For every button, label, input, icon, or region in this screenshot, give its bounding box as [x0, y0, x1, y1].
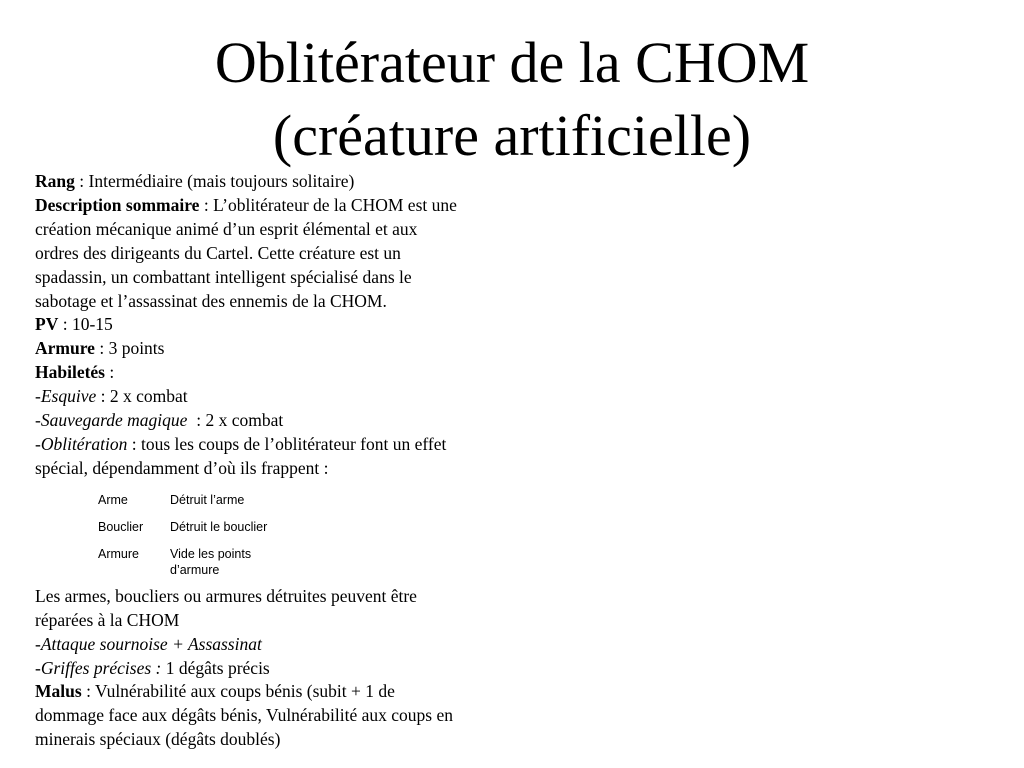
effect-target: Arme [98, 492, 128, 507]
creature-stat-block [35, 170, 535, 752]
malus-label: Malus [35, 681, 82, 702]
pv-label: PV [35, 314, 59, 335]
esquive-name: Esquive [40, 386, 97, 407]
attaque-row [35, 633, 535, 657]
description-sep: : [199, 194, 214, 215]
repair-text: Les armes, boucliers ou armures détruites peuvent être [35, 585, 417, 606]
table-row [98, 519, 280, 546]
griffes-name: Griffes précises : [40, 657, 162, 678]
malus-text: dommage face aux dégâts bénis, Vulnérabilité aux coups en [35, 705, 454, 726]
esquive-row [35, 385, 535, 409]
rang-label: Rang [35, 171, 75, 191]
description-label: Description sommaire [35, 194, 200, 215]
obliteration-text: tous les coups de l’oblitérateur font un effet [140, 433, 447, 454]
obliteration-name: Oblitération [40, 433, 128, 454]
title-line-1: Oblitérateur de la CHOM [214, 30, 810, 95]
griffes-row [35, 657, 535, 681]
pv-value: 10-15 [71, 314, 113, 335]
title-line-2: (créature artificielle) [272, 103, 752, 168]
effect-description: Détruit l’arme [170, 492, 245, 507]
sauvegarde-sep: : [187, 410, 206, 431]
page-title [0, 26, 1024, 172]
esquive-dash: - [35, 386, 41, 407]
habiletes-label: Habiletés [35, 362, 105, 383]
obliteration-row [35, 433, 535, 457]
armure-value: 3 points [108, 338, 165, 359]
griffes-value: 1 dégâts précis [161, 657, 270, 678]
repair-text: réparées à la CHOM [35, 609, 180, 630]
effect-description: Vide les points d’armure [170, 546, 252, 577]
sauvegarde-row [35, 409, 535, 433]
esquive-sep: : [96, 386, 110, 407]
sauvegarde-value: 2 x combat [205, 410, 284, 431]
obliteration-text: spécial, dépendamment d’où ils frappent : [35, 457, 329, 478]
sauvegarde-name: Sauvegarde magique [40, 410, 188, 431]
habiletes-sep: : [105, 362, 115, 383]
description-text: L’oblitérateur de la CHOM est une [213, 194, 457, 215]
attaque-dash: - [35, 633, 41, 654]
description-text: sabotage et l’assassinat des ennemis de la CHOM. [35, 290, 387, 311]
rang-sep: : [74, 171, 89, 191]
esquive-value: 2 x combat [109, 386, 188, 407]
rang-row [35, 170, 535, 194]
table-row [98, 546, 280, 578]
sauvegarde-dash: - [35, 410, 41, 431]
rang-value: Intermédiaire (mais toujours solitaire) [88, 171, 355, 191]
description-text: spadassin, un combattant intelligent spécialisé dans le [35, 266, 412, 287]
description-row [35, 194, 535, 218]
description-text: ordres des dirigeants du Cartel. Cette créature est un [35, 242, 401, 263]
obliteration-dash: - [35, 433, 41, 454]
obliteration-sep: : [127, 433, 141, 454]
effect-target: Armure [98, 546, 139, 561]
armure-sep: : [94, 338, 109, 359]
armure-row [35, 337, 535, 361]
armure-label: Armure [35, 338, 95, 359]
table-row [98, 492, 280, 519]
griffes-dash: - [35, 657, 41, 678]
obliteration-effects-table [98, 492, 280, 578]
malus-sep: : [81, 681, 95, 702]
malus-row [35, 680, 535, 704]
effect-description: Détruit le bouclier [170, 519, 268, 534]
pv-sep: : [58, 314, 72, 335]
effect-target: Bouclier [98, 519, 144, 534]
malus-text: minerais spéciaux (dégâts doublés) [35, 729, 281, 750]
malus-text: Vulnérabilité aux coups bénis (subit + 1 de [94, 681, 395, 702]
pv-row [35, 313, 535, 337]
description-text: création mécanique animé d’un esprit élémental et aux [35, 218, 418, 239]
habiletes-row [35, 361, 535, 385]
attaque-name: Attaque sournoise + Assassinat [40, 633, 262, 654]
